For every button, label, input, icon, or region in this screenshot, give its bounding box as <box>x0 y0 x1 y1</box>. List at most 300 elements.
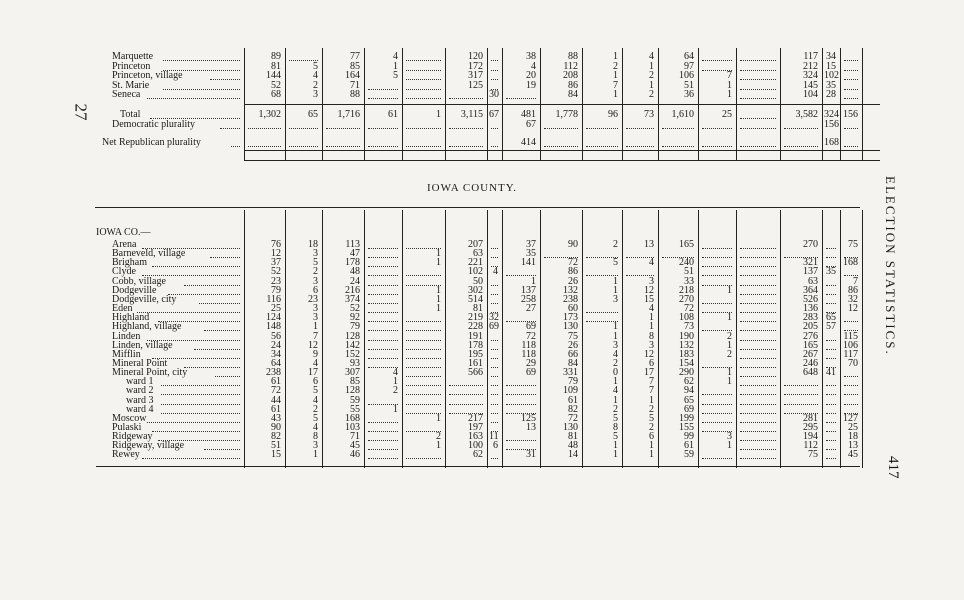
column-rule <box>736 210 737 468</box>
county-row-cell-16: 65 <box>826 312 836 324</box>
republican-plurality-row-label: Net Republican plurality <box>102 137 201 148</box>
top-row-cell-12: 106 <box>679 70 694 82</box>
county-row-cell-12: 33 <box>684 275 694 287</box>
county-row-cell-9: 72 <box>568 257 578 269</box>
county-row-cell-6: 197 <box>468 422 483 433</box>
empty-cell-dots <box>740 275 776 276</box>
county-row-cell-1: 61 <box>271 376 281 388</box>
county-row-cell-10: 1 <box>613 440 618 452</box>
county-row-cell-12: 59 <box>684 449 694 461</box>
county-row-cell-9: 48 <box>568 440 578 452</box>
empty-cell-dots <box>491 70 498 71</box>
empty-cell-dots <box>506 440 536 441</box>
county-row-cell-17: 12 <box>848 303 858 315</box>
county-row-cell-15: 270 <box>803 239 818 250</box>
top-row-label: Marquette <box>112 51 154 62</box>
empty-cell-dots <box>449 385 483 386</box>
leader-dots <box>204 449 240 450</box>
column-rule <box>862 210 863 468</box>
empty-cell-dots <box>449 394 483 395</box>
total-row-cell-16: 324 <box>824 109 839 120</box>
county-row-cell-1: 116 <box>266 293 281 305</box>
county-row-cell-10: 2 <box>613 239 618 250</box>
top-row-cell-2: 2 <box>313 79 318 91</box>
empty-cell-dots <box>406 330 441 331</box>
empty-cell-dots <box>544 128 578 129</box>
county-row-cell-10: 5 <box>613 431 618 443</box>
county-row-cell-9: 75 <box>568 330 578 342</box>
county-row-cell-10: 1 <box>613 376 618 388</box>
county-row-cell-8: 37 <box>526 239 536 250</box>
county-row-cell-11: 2 <box>649 422 654 433</box>
county-row-cell-8: 118 <box>521 339 536 351</box>
empty-cell-dots <box>626 128 654 129</box>
county-row-label: ward 3 <box>126 394 154 406</box>
county-row-cell-1: 44 <box>271 394 281 406</box>
empty-cell-dots <box>844 98 858 99</box>
county-row-cell-12: 132 <box>679 339 694 351</box>
top-row-cell-15: 104 <box>803 89 818 101</box>
county-row-label: Moscow <box>112 412 147 424</box>
empty-cell-dots <box>491 340 498 341</box>
county-row-cell-11: 13 <box>644 239 654 250</box>
county-label: IOWA CO.— <box>96 227 151 238</box>
leader-dots <box>163 60 240 61</box>
county-row-cell-2: 6 <box>313 376 318 388</box>
empty-cell-dots <box>826 257 836 258</box>
empty-cell-dots <box>491 404 498 405</box>
empty-cell-dots <box>740 422 776 423</box>
empty-cell-dots <box>406 385 441 386</box>
total-row-cell-3: 1,716 <box>337 109 360 120</box>
county-row-cell-9: 238 <box>563 293 578 305</box>
empty-cell-dots <box>406 79 441 80</box>
page-number: 417 <box>885 456 901 479</box>
empty-cell-dots <box>844 385 858 386</box>
top-row-cell-6: 317 <box>468 70 483 82</box>
county-row-cell-9: 90 <box>568 239 578 250</box>
empty-cell-dots <box>368 431 398 432</box>
county-row-cell-3: 152 <box>345 348 360 360</box>
county-row-cell-9: 61 <box>568 394 578 406</box>
county-row-cell-6: 178 <box>468 339 483 351</box>
county-row-label: Eden <box>112 303 133 315</box>
county-row-cell-2: 4 <box>313 394 318 406</box>
county-row-cell-9: 14 <box>568 449 578 461</box>
top-row-cell-10: 7 <box>613 79 618 91</box>
column-rule <box>582 210 583 468</box>
top-row-cell-6: 172 <box>468 60 483 72</box>
running-head: ELECTION STATISTICS. <box>883 176 898 356</box>
total-row-cell-5: 1 <box>436 109 441 120</box>
leader-dots <box>161 413 240 414</box>
county-row-cell-1: 72 <box>271 385 281 397</box>
empty-cell-dots <box>740 321 776 322</box>
county-row-cell-11: 15 <box>644 293 654 305</box>
leader-dots <box>184 367 240 368</box>
empty-cell-dots <box>826 440 836 441</box>
county-row-cell-6: 219 <box>468 312 483 324</box>
empty-cell-dots <box>406 458 441 459</box>
county-row-cell-6: 191 <box>468 330 483 342</box>
empty-cell-dots <box>406 70 441 71</box>
county-row-cell-9: 60 <box>568 303 578 315</box>
empty-cell-dots <box>506 98 536 99</box>
top-row-cell-15: 117 <box>803 51 818 62</box>
empty-cell-dots <box>826 431 836 432</box>
total-row-cell-4: 61 <box>388 109 398 120</box>
empty-cell-dots <box>449 128 483 129</box>
empty-cell-dots <box>248 128 281 129</box>
column-rule <box>285 210 286 468</box>
county-row-cell-11: 6 <box>649 431 654 443</box>
empty-cell-dots <box>784 146 818 147</box>
county-row-cell-6: 63 <box>473 248 483 260</box>
county-row-cell-10: 0 <box>613 367 618 379</box>
empty-cell-dots <box>740 394 776 395</box>
democratic-plurality-row-cell-16: 156 <box>824 119 839 130</box>
county-row-cell-11: 12 <box>644 348 654 360</box>
county-row-cell-15: 281 <box>803 412 818 424</box>
empty-cell-dots <box>826 285 836 286</box>
county-row-cell-1: 148 <box>266 321 281 333</box>
empty-cell-dots <box>368 98 398 99</box>
top-row-label: Princeton <box>112 60 151 72</box>
county-row-cell-6: 217 <box>468 412 483 424</box>
county-row-cell-6: 100 <box>468 440 483 452</box>
county-row-cell-12: 270 <box>679 293 694 305</box>
empty-cell-dots <box>826 303 836 304</box>
county-row-cell-1: 15 <box>271 449 281 461</box>
empty-cell-dots <box>844 70 858 71</box>
county-row-cell-13: 1 <box>727 284 732 296</box>
empty-cell-dots <box>406 367 441 368</box>
county-row-cell-12: 108 <box>679 312 694 324</box>
county-row-cell-3: 59 <box>350 394 360 406</box>
county-row-cell-3: 48 <box>350 266 360 278</box>
leader-dots <box>210 257 240 258</box>
county-row-label: Dodgeville, city <box>112 293 177 305</box>
column-rule <box>244 210 245 468</box>
county-row-cell-12: 72 <box>684 303 694 315</box>
leader-dots <box>168 294 240 295</box>
empty-cell-dots <box>368 294 398 295</box>
county-row-cell-6: 195 <box>468 348 483 360</box>
top-row-cell-11: 1 <box>649 79 654 91</box>
empty-cell-dots <box>826 449 836 450</box>
county-row-cell-5: 1 <box>436 412 441 424</box>
empty-cell-dots <box>406 358 441 359</box>
county-row-cell-8: 258 <box>521 293 536 305</box>
county-row-cell-10: 1 <box>613 284 618 296</box>
empty-cell-dots <box>740 89 776 90</box>
table-rule <box>244 150 880 151</box>
top-row-label: St. Marie <box>112 79 150 91</box>
empty-cell-dots <box>702 303 732 304</box>
county-row-cell-5: 1 <box>436 257 441 269</box>
county-row-cell-12: 69 <box>684 403 694 415</box>
county-row-cell-7: 4 <box>493 266 498 278</box>
county-row-cell-3: 85 <box>350 376 360 388</box>
county-row-cell-6: 50 <box>473 275 483 287</box>
county-row-cell-12: 218 <box>679 284 694 296</box>
empty-cell-dots <box>702 413 732 414</box>
county-row-cell-4: 1 <box>393 376 398 388</box>
county-row-cell-10: 1 <box>613 275 618 287</box>
top-row-cell-4: 5 <box>393 70 398 82</box>
county-row-cell-15: 63 <box>808 275 818 287</box>
county-row-cell-17: 127 <box>843 412 858 424</box>
empty-cell-dots <box>740 367 776 368</box>
county-row-cell-11: 1 <box>649 394 654 406</box>
county-row-cell-9: 26 <box>568 339 578 351</box>
county-row-cell-17: 32 <box>848 293 858 305</box>
leader-dots <box>137 312 240 313</box>
empty-cell-dots <box>740 257 776 258</box>
empty-cell-dots <box>740 285 776 286</box>
county-row-cell-15: 137 <box>803 266 818 278</box>
county-row-cell-3: 71 <box>350 431 360 443</box>
county-row-cell-17: 168 <box>843 257 858 269</box>
top-row-cell-2: 4 <box>313 70 318 82</box>
empty-cell-dots <box>702 248 732 249</box>
county-row-cell-9: 173 <box>563 312 578 324</box>
empty-cell-dots <box>491 257 498 258</box>
empty-cell-dots <box>740 376 776 377</box>
county-row-cell-12: 99 <box>684 431 694 443</box>
column-rule <box>780 210 781 468</box>
county-row-cell-9: 86 <box>568 266 578 278</box>
county-row-cell-1: 82 <box>271 431 281 443</box>
county-row-cell-8: 29 <box>526 357 536 369</box>
empty-cell-dots <box>662 146 694 147</box>
county-row-cell-16: 41 <box>826 367 836 379</box>
county-row-cell-9: 82 <box>568 403 578 415</box>
top-row-cell-9: 208 <box>563 70 578 82</box>
county-row-cell-15: 246 <box>803 357 818 369</box>
total-row-cell-1: 1,302 <box>258 109 281 120</box>
county-row-cell-5: 1 <box>436 293 441 305</box>
county-row-cell-1: 56 <box>271 330 281 342</box>
county-row-cell-15: 136 <box>803 303 818 315</box>
empty-cell-dots <box>368 312 398 313</box>
top-row-cell-3: 88 <box>350 89 360 101</box>
top-row-cell-1: 52 <box>271 79 281 91</box>
empty-cell-dots <box>368 449 398 450</box>
total-row-label: Total <box>120 109 141 120</box>
top-row-cell-8: 20 <box>526 70 536 82</box>
county-row-cell-1: 43 <box>271 412 281 424</box>
county-row-cell-1: 25 <box>271 303 281 315</box>
county-row-cell-15: 321 <box>803 257 818 269</box>
empty-cell-dots <box>449 404 483 405</box>
top-row-label: Princeton, village <box>112 70 183 82</box>
empty-cell-dots <box>491 458 498 459</box>
empty-cell-dots <box>491 413 498 414</box>
left-page-number: 27 <box>71 103 91 121</box>
table-rule <box>244 160 880 161</box>
county-row-cell-10: 3 <box>613 339 618 351</box>
empty-cell-dots <box>491 285 498 286</box>
empty-cell-dots <box>406 146 441 147</box>
top-row-cell-11: 2 <box>649 70 654 82</box>
empty-cell-dots <box>248 146 281 147</box>
empty-cell-dots <box>491 422 498 423</box>
total-row-cell-2: 65 <box>308 109 318 120</box>
top-row-cell-16: 34 <box>826 51 836 62</box>
empty-cell-dots <box>740 98 776 99</box>
empty-cell-dots <box>406 98 441 99</box>
top-row-cell-4: 1 <box>393 60 398 72</box>
county-row-cell-9: 132 <box>563 284 578 296</box>
county-row-cell-15: 194 <box>803 431 818 443</box>
county-row-cell-1: 238 <box>266 367 281 379</box>
county-row-cell-1: 23 <box>271 275 281 287</box>
county-row-cell-12: 190 <box>679 330 694 342</box>
top-row-cell-2: 3 <box>313 89 318 101</box>
county-row-cell-1: 51 <box>271 440 281 452</box>
county-row-cell-10: 1 <box>613 394 618 406</box>
top-row-cell-6: 125 <box>468 79 483 91</box>
empty-cell-dots <box>406 404 441 405</box>
county-row-cell-11: 6 <box>649 357 654 369</box>
county-row-cell-15: 75 <box>808 449 818 461</box>
county-row-cell-1: 37 <box>271 257 281 269</box>
county-row-cell-17: 75 <box>848 239 858 250</box>
county-row-label: Cobb, village <box>112 275 166 287</box>
empty-cell-dots <box>406 340 441 341</box>
county-row-cell-2: 7 <box>313 330 318 342</box>
empty-cell-dots <box>491 146 498 147</box>
county-row-cell-11: 5 <box>649 412 654 424</box>
leader-dots <box>215 376 240 377</box>
county-row-cell-3: 178 <box>345 257 360 269</box>
top-row-cell-13: 1 <box>727 89 732 101</box>
county-row-cell-3: 374 <box>345 293 360 305</box>
empty-cell-dots <box>368 321 398 322</box>
top-row-cell-15: 324 <box>803 70 818 82</box>
empty-cell-dots <box>740 404 776 405</box>
leader-dots <box>161 385 240 386</box>
county-row-label: ward 1 <box>126 376 154 388</box>
county-row-cell-3: 142 <box>345 339 360 351</box>
county-row-cell-3: 45 <box>350 440 360 452</box>
leader-dots <box>210 79 240 80</box>
county-row-cell-3: 128 <box>345 330 360 342</box>
top-row-cell-9: 112 <box>563 60 578 72</box>
column-rule <box>622 210 623 468</box>
county-row-cell-10: 1 <box>613 449 618 461</box>
county-row-cell-3: 103 <box>345 422 360 433</box>
county-row-cell-15: 205 <box>803 321 818 333</box>
empty-cell-dots <box>586 312 618 313</box>
empty-cell-dots <box>368 275 398 276</box>
county-row-cell-11: 7 <box>649 385 654 397</box>
county-row-label: Pulaski <box>112 422 142 433</box>
county-row-cell-10: 2 <box>613 403 618 415</box>
empty-cell-dots <box>826 248 836 249</box>
county-row-cell-17: 18 <box>848 431 858 443</box>
empty-cell-dots <box>784 404 818 405</box>
empty-cell-dots <box>844 394 858 395</box>
column-rule <box>487 210 488 468</box>
empty-cell-dots <box>826 385 836 386</box>
county-row-cell-8: 69 <box>526 367 536 379</box>
top-row-label: Seneca <box>112 89 141 101</box>
county-row-cell-3: 168 <box>345 412 360 424</box>
county-row-cell-12: 199 <box>679 412 694 424</box>
empty-cell-dots <box>368 266 398 267</box>
county-row-label: Ridgeway <box>112 431 153 443</box>
county-row-cell-2: 12 <box>308 339 318 351</box>
top-row-cell-3: 85 <box>350 60 360 72</box>
empty-cell-dots <box>844 79 858 80</box>
column-rule <box>840 210 841 468</box>
county-row-cell-3: 93 <box>350 357 360 369</box>
column-rule <box>658 210 659 468</box>
top-row-cell-9: 88 <box>568 51 578 62</box>
county-row-cell-7: 6 <box>493 440 498 452</box>
county-row-cell-15: 165 <box>803 339 818 351</box>
total-row-cell-7: 67 <box>489 109 499 120</box>
empty-cell-dots <box>784 385 818 386</box>
empty-cell-dots <box>368 458 398 459</box>
leader-dots <box>194 349 240 350</box>
county-row-cell-2: 17 <box>308 367 318 379</box>
empty-cell-dots <box>844 146 858 147</box>
column-rule <box>540 210 541 468</box>
empty-cell-dots <box>740 431 776 432</box>
empty-cell-dots <box>784 128 818 129</box>
empty-cell-dots <box>289 128 318 129</box>
county-row-cell-10: 8 <box>613 422 618 433</box>
county-row-cell-3: 79 <box>350 321 360 333</box>
empty-cell-dots <box>826 394 836 395</box>
column-rule <box>502 210 503 468</box>
top-row-cell-15: 145 <box>803 79 818 91</box>
county-row-cell-8: 118 <box>521 348 536 360</box>
empty-cell-dots <box>740 60 776 61</box>
column-rule <box>822 210 823 468</box>
county-row-cell-11: 4 <box>649 303 654 315</box>
empty-cell-dots <box>826 349 836 350</box>
county-row-cell-2: 8 <box>313 431 318 443</box>
county-row-label: Brigham <box>112 257 147 269</box>
empty-cell-dots <box>702 266 732 267</box>
top-row-cell-12: 36 <box>684 89 694 101</box>
empty-cell-dots <box>368 285 398 286</box>
county-row-cell-6: 221 <box>468 257 483 269</box>
empty-cell-dots <box>406 376 441 377</box>
empty-cell-dots <box>662 128 694 129</box>
county-row-cell-5: 1 <box>436 248 441 260</box>
leader-dots <box>142 458 240 459</box>
empty-cell-dots <box>368 128 398 129</box>
county-row-cell-6: 228 <box>468 321 483 333</box>
top-row-cell-10: 1 <box>613 51 618 62</box>
empty-cell-dots <box>368 358 398 359</box>
county-row-cell-6: 102 <box>468 266 483 278</box>
county-row-cell-13: 3 <box>727 431 732 443</box>
county-row-cell-2: 23 <box>308 293 318 305</box>
county-row-cell-17: 45 <box>848 449 858 461</box>
leader-dots <box>163 89 240 90</box>
county-row-label: Highland <box>112 312 150 324</box>
republican-plurality-row-cell-8: 414 <box>521 137 536 148</box>
county-row-cell-15: 295 <box>803 422 818 433</box>
county-row-cell-3: 24 <box>350 275 360 287</box>
empty-cell-dots <box>702 128 732 129</box>
